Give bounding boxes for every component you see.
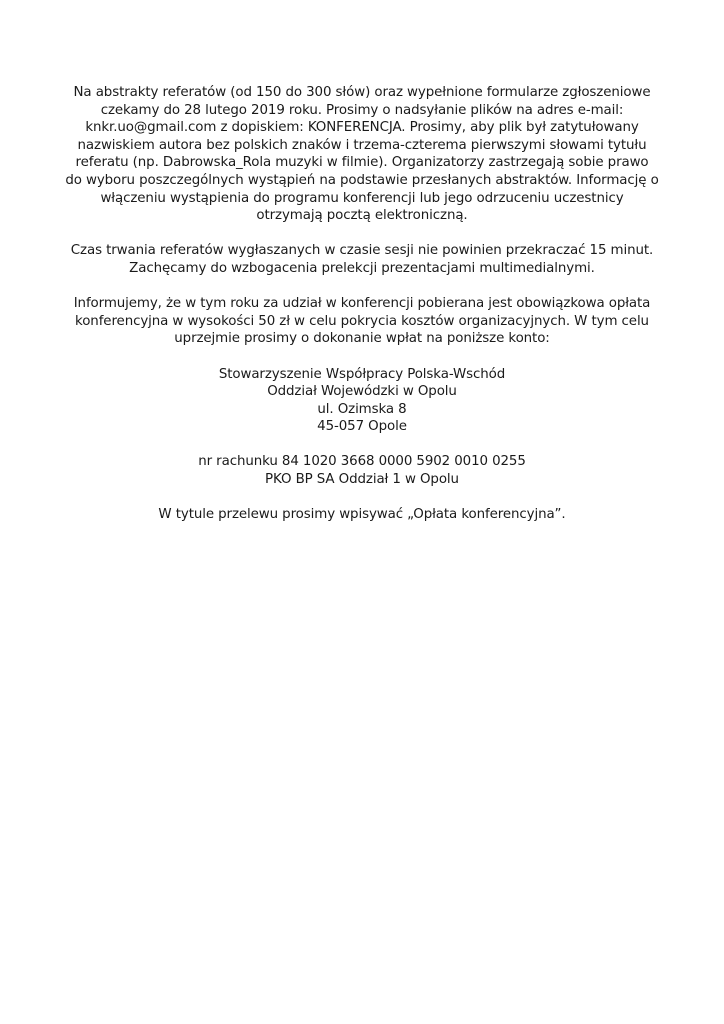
paragraph-spacer bbox=[58, 348, 666, 366]
text-line: Informujemy, że w tym roku za udział w konferencji pobierana jest obowiązkowa opłata bbox=[73, 296, 651, 312]
document-body bbox=[58, 84, 666, 524]
abstracts-paragraph bbox=[58, 84, 666, 225]
text-line: Na abstrakty referatów (od 150 do 300 słów) oraz wypełnione formularze zgłoszeniowe bbox=[73, 85, 651, 100]
transfer-title-instruction: W tytule przelewu prosimy wpisywać „Opłata konferencyjna”. bbox=[158, 507, 566, 523]
text-line: do wyboru poszczególnych wystąpień na podstawie przesłanych abstraktów. Informację o bbox=[65, 172, 659, 188]
bank-details bbox=[58, 453, 666, 488]
account-number: nr rachunku 84 1020 3668 0000 5902 0010 0255 bbox=[198, 454, 526, 470]
paragraph-spacer bbox=[58, 436, 666, 454]
text-line: referatu (np. Dabrowska_Rola muzyki w filmie). Organizatorzy zastrzegają sobie prawo bbox=[75, 155, 649, 171]
paragraph-spacer bbox=[58, 489, 666, 507]
recipient-city: 45-057 Opole bbox=[317, 419, 407, 435]
text-line: uprzejmie prosimy o dokonanie wpłat na poniższe konto: bbox=[174, 331, 550, 347]
text-line: otrzymają pocztą elektroniczną. bbox=[256, 208, 468, 224]
recipient-name: Stowarzyszenie Współpracy Polska-Wschód bbox=[218, 366, 506, 382]
recipient-address bbox=[58, 366, 666, 436]
text-line: knkr.uo@gmail.com z dopiskiem: KONFERENCJA. Prosimy, aby plik był zatytułowany bbox=[85, 120, 639, 136]
fee-paragraph bbox=[58, 295, 666, 348]
bank-name: PKO BP SA Oddział 1 w Opolu bbox=[265, 472, 459, 488]
text-line: Czas trwania referatów wygłaszanych w czasie sesji nie powinien przekraczać 15 minut. bbox=[70, 243, 654, 259]
text-line: czekamy do 28 lutego 2019 roku. Prosimy o nadsyłanie plików na adres e-mail: bbox=[100, 102, 624, 118]
recipient-street: ul. Ozimska 8 bbox=[317, 401, 407, 417]
text-line: włączeniu wystąpienia do programu konferencji lub jego odrzuceniu uczestnicy bbox=[100, 190, 624, 206]
transfer-note bbox=[58, 506, 666, 524]
paragraph-spacer bbox=[58, 225, 666, 243]
duration-paragraph bbox=[58, 242, 666, 277]
paragraph-spacer bbox=[58, 278, 666, 296]
text-line: Zachęcamy do wzbogacenia prelekcji prezentacjami multimedialnymi. bbox=[129, 260, 595, 276]
recipient-branch: Oddział Wojewódzki w Opolu bbox=[267, 384, 457, 400]
text-line: nazwiskiem autora bez polskich znaków i trzema-czterema pierwszymi słowami tytułu bbox=[77, 137, 647, 153]
text-line: konferencyjna w wysokości 50 zł w celu pokrycia kosztów organizacyjnych. W tym celu bbox=[75, 313, 649, 329]
